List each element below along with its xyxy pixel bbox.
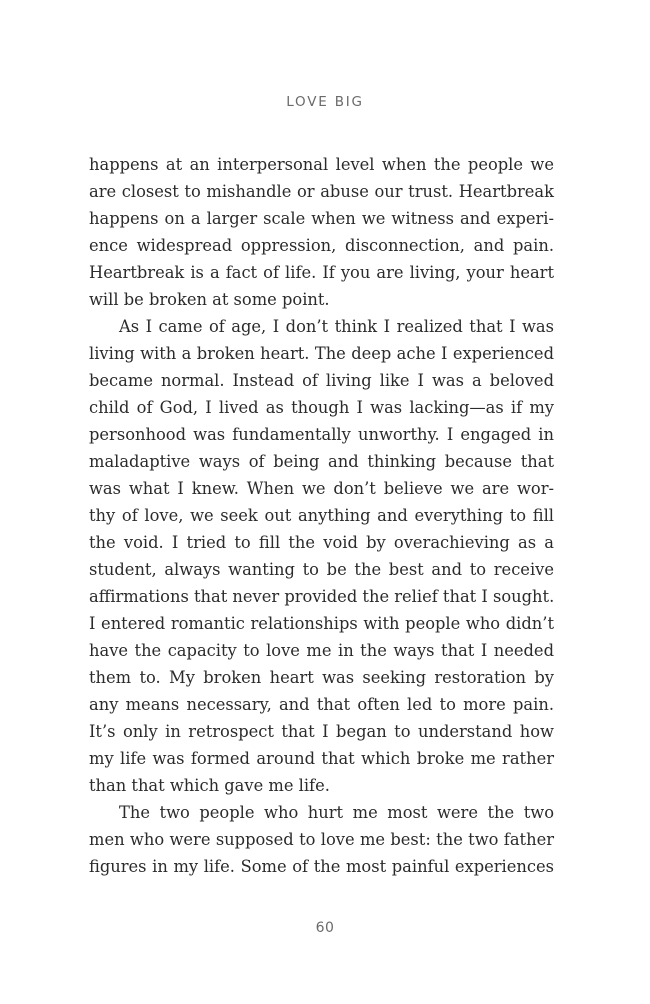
text-line: thy of love, we seek out anything and everything to fill	[89, 506, 554, 525]
body-text	[89, 151, 554, 880]
text-line: will be broken at some point.	[89, 290, 330, 309]
text-line: happens at an interpersonal level when the people we	[89, 155, 554, 174]
text-line: living with a broken heart. The deep ache I experienced	[89, 344, 554, 363]
text-line: than that which gave me life.	[89, 776, 330, 795]
text-line: It’s only in retrospect that I began to understand how	[89, 722, 554, 741]
paragraph	[89, 151, 554, 313]
text-line: them to. My broken heart was seeking restoration by	[89, 668, 554, 687]
paragraph	[89, 313, 554, 799]
text-line: figures in my life. Some of the most painful experiences	[89, 857, 554, 876]
text-line: ence widespread oppression, disconnection, and pain.	[89, 236, 554, 255]
text-line: Heartbreak is a fact of life. If you are living, your heart	[89, 263, 554, 282]
text-line: maladaptive ways of being and thinking because that	[89, 452, 554, 471]
page-number: 60	[315, 920, 335, 936]
text-line: I entered romantic relationships with people who didn’t	[89, 614, 554, 633]
text-line: affirmations that never provided the relief that I sought.	[89, 587, 555, 606]
text-line: my life was formed around that which broke me rather	[89, 749, 554, 768]
text-line: student, always wanting to be the best and to receive	[89, 560, 554, 579]
text-line: happens on a larger scale when we witness and experi-	[89, 209, 554, 228]
text-line: any means necessary, and that often led to more pain.	[89, 695, 554, 714]
text-line: became normal. Instead of living like I was a beloved	[89, 371, 554, 390]
paragraph	[89, 799, 554, 880]
text-line: was what I knew. When we don’t believe we are wor-	[89, 479, 554, 498]
text-line: The two people who hurt me most were the two	[119, 803, 554, 822]
running-head: LOVE BIG	[286, 94, 364, 110]
text-line: have the capacity to love me in the ways that I needed	[89, 641, 554, 660]
text-line: the void. I tried to fill the void by overachieving as a	[89, 533, 554, 552]
text-line: As I came of age, I don’t think I realized that I was	[119, 317, 554, 336]
text-line: child of God, I lived as though I was lacking—as if my	[89, 398, 554, 417]
text-line: men who were supposed to love me best: the two father	[89, 830, 554, 849]
text-line: are closest to mishandle or abuse our trust. Heartbreak	[89, 182, 554, 201]
text-line: personhood was fundamentally unworthy. I engaged in	[89, 425, 554, 444]
